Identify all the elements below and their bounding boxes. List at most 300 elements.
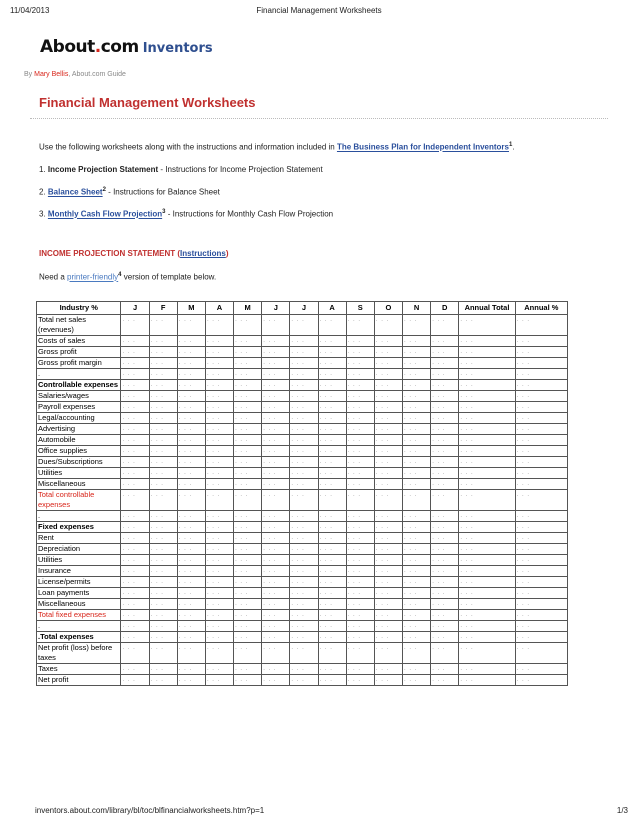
table-cell[interactable]: . . .: [515, 632, 567, 643]
table-cell[interactable]: . . .: [177, 555, 205, 566]
table-cell[interactable]: . . .: [374, 479, 402, 490]
table-cell[interactable]: . . .: [149, 424, 177, 435]
table-cell[interactable]: . . .: [515, 380, 567, 391]
table-cell[interactable]: . . .: [290, 566, 318, 577]
table-cell[interactable]: . . .: [121, 675, 149, 686]
table-cell[interactable]: . . .: [149, 435, 177, 446]
table-cell[interactable]: . . .: [290, 544, 318, 555]
table-cell[interactable]: . . .: [515, 413, 567, 424]
table-cell[interactable]: . . .: [177, 446, 205, 457]
table-cell[interactable]: . . .: [262, 479, 290, 490]
table-cell[interactable]: . . .: [149, 391, 177, 402]
table-cell[interactable]: . . .: [403, 522, 431, 533]
table-cell[interactable]: . . .: [346, 369, 374, 380]
table-cell[interactable]: . . .: [290, 446, 318, 457]
table-cell[interactable]: . . .: [403, 621, 431, 632]
table-cell[interactable]: . . .: [459, 446, 515, 457]
table-cell[interactable]: . . .: [459, 468, 515, 479]
table-cell[interactable]: . . .: [346, 380, 374, 391]
table-cell[interactable]: . . .: [374, 413, 402, 424]
table-cell[interactable]: . . .: [374, 588, 402, 599]
table-cell[interactable]: . . .: [515, 577, 567, 588]
table-cell[interactable]: . . .: [459, 533, 515, 544]
table-cell[interactable]: . . .: [515, 555, 567, 566]
table-cell[interactable]: . . .: [374, 402, 402, 413]
balance-sheet-link[interactable]: Balance Sheet: [47, 187, 103, 197]
table-cell[interactable]: . . .: [431, 479, 459, 490]
table-cell[interactable]: . . .: [515, 347, 567, 358]
table-cell[interactable]: . . .: [121, 544, 149, 555]
table-cell[interactable]: . . .: [149, 511, 177, 522]
table-cell[interactable]: . . .: [149, 413, 177, 424]
table-cell[interactable]: . . .: [515, 643, 567, 664]
table-cell[interactable]: . . .: [515, 358, 567, 369]
table-cell[interactable]: . . .: [459, 632, 515, 643]
table-cell[interactable]: . . .: [403, 446, 431, 457]
table-cell[interactable]: . . .: [374, 643, 402, 664]
table-cell[interactable]: . . .: [431, 588, 459, 599]
table-cell[interactable]: . . .: [374, 675, 402, 686]
table-cell[interactable]: . . .: [205, 511, 233, 522]
table-cell[interactable]: . . .: [290, 490, 318, 511]
table-cell[interactable]: . . .: [177, 315, 205, 336]
table-cell[interactable]: . . .: [459, 544, 515, 555]
table-cell[interactable]: . . .: [290, 621, 318, 632]
table-cell[interactable]: . . .: [149, 457, 177, 468]
table-cell[interactable]: . . .: [177, 435, 205, 446]
table-cell[interactable]: . . .: [205, 358, 233, 369]
table-cell[interactable]: . . .: [149, 664, 177, 675]
table-cell[interactable]: . . .: [205, 577, 233, 588]
table-cell[interactable]: . . .: [262, 457, 290, 468]
table-cell[interactable]: . . .: [431, 315, 459, 336]
table-cell[interactable]: . . .: [318, 468, 346, 479]
table-cell[interactable]: . . .: [431, 599, 459, 610]
table-cell[interactable]: . . .: [459, 577, 515, 588]
table-cell[interactable]: . . .: [431, 533, 459, 544]
table-cell[interactable]: . . .: [515, 566, 567, 577]
table-cell[interactable]: . . .: [262, 391, 290, 402]
table-cell[interactable]: . . .: [177, 457, 205, 468]
table-cell[interactable]: . . .: [403, 555, 431, 566]
table-cell[interactable]: . . .: [515, 402, 567, 413]
table-cell[interactable]: . . .: [149, 643, 177, 664]
table-cell[interactable]: . . .: [431, 544, 459, 555]
table-cell[interactable]: . . .: [262, 664, 290, 675]
table-cell[interactable]: . . .: [262, 402, 290, 413]
table-cell[interactable]: . . .: [346, 610, 374, 621]
table-cell[interactable]: . . .: [403, 402, 431, 413]
table-cell[interactable]: . . .: [318, 446, 346, 457]
table-cell[interactable]: . . .: [234, 380, 262, 391]
table-cell[interactable]: . . .: [374, 380, 402, 391]
table-cell[interactable]: . . .: [374, 566, 402, 577]
table-cell[interactable]: . . .: [290, 358, 318, 369]
table-cell[interactable]: . . .: [318, 664, 346, 675]
table-cell[interactable]: . . .: [374, 369, 402, 380]
table-cell[interactable]: . . .: [121, 446, 149, 457]
table-cell[interactable]: . . .: [318, 599, 346, 610]
table-cell[interactable]: . . .: [403, 347, 431, 358]
table-cell[interactable]: . . .: [149, 566, 177, 577]
table-cell[interactable]: . . .: [121, 511, 149, 522]
table-cell[interactable]: . . .: [290, 391, 318, 402]
table-cell[interactable]: . . .: [515, 479, 567, 490]
table-cell[interactable]: . . .: [318, 457, 346, 468]
table-cell[interactable]: . . .: [205, 391, 233, 402]
table-cell[interactable]: . . .: [403, 664, 431, 675]
table-cell[interactable]: . . .: [262, 369, 290, 380]
table-cell[interactable]: . . .: [346, 424, 374, 435]
table-cell[interactable]: . . .: [234, 369, 262, 380]
table-cell[interactable]: . . .: [431, 380, 459, 391]
table-cell[interactable]: . . .: [149, 577, 177, 588]
table-cell[interactable]: . . .: [346, 457, 374, 468]
table-cell[interactable]: . . .: [121, 621, 149, 632]
table-cell[interactable]: . . .: [318, 347, 346, 358]
table-cell[interactable]: . . .: [234, 402, 262, 413]
table-cell[interactable]: . . .: [262, 511, 290, 522]
table-cell[interactable]: . . .: [290, 347, 318, 358]
table-cell[interactable]: . . .: [290, 522, 318, 533]
table-cell[interactable]: . . .: [459, 522, 515, 533]
table-cell[interactable]: . . .: [318, 435, 346, 446]
table-cell[interactable]: . . .: [121, 588, 149, 599]
table-cell[interactable]: . . .: [431, 675, 459, 686]
table-cell[interactable]: . . .: [234, 610, 262, 621]
table-cell[interactable]: . . .: [121, 402, 149, 413]
table-cell[interactable]: . . .: [459, 566, 515, 577]
table-cell[interactable]: . . .: [318, 632, 346, 643]
table-cell[interactable]: . . .: [262, 533, 290, 544]
table-cell[interactable]: . . .: [403, 413, 431, 424]
table-cell[interactable]: . . .: [515, 675, 567, 686]
table-cell[interactable]: . . .: [374, 522, 402, 533]
table-cell[interactable]: . . .: [374, 336, 402, 347]
table-cell[interactable]: . . .: [205, 468, 233, 479]
table-cell[interactable]: . . .: [262, 621, 290, 632]
table-cell[interactable]: . . .: [262, 435, 290, 446]
table-cell[interactable]: . . .: [149, 599, 177, 610]
table-cell[interactable]: . . .: [318, 479, 346, 490]
table-cell[interactable]: . . .: [149, 522, 177, 533]
table-cell[interactable]: . . .: [515, 435, 567, 446]
table-cell[interactable]: . . .: [177, 544, 205, 555]
table-cell[interactable]: . . .: [374, 435, 402, 446]
table-cell[interactable]: . . .: [177, 632, 205, 643]
table-cell[interactable]: . . .: [374, 544, 402, 555]
table-cell[interactable]: . . .: [403, 358, 431, 369]
table-cell[interactable]: . . .: [121, 479, 149, 490]
table-cell[interactable]: . . .: [290, 336, 318, 347]
table-cell[interactable]: . . .: [346, 632, 374, 643]
table-cell[interactable]: . . .: [262, 336, 290, 347]
table-cell[interactable]: . . .: [121, 369, 149, 380]
table-cell[interactable]: . . .: [374, 511, 402, 522]
table-cell[interactable]: . . .: [403, 468, 431, 479]
table-cell[interactable]: . . .: [234, 664, 262, 675]
table-cell[interactable]: . . .: [121, 347, 149, 358]
table-cell[interactable]: . . .: [318, 544, 346, 555]
table-cell[interactable]: . . .: [459, 315, 515, 336]
table-cell[interactable]: . . .: [346, 643, 374, 664]
table-cell[interactable]: . . .: [318, 358, 346, 369]
table-cell[interactable]: . . .: [431, 402, 459, 413]
table-cell[interactable]: . . .: [234, 347, 262, 358]
table-cell[interactable]: . . .: [177, 380, 205, 391]
table-cell[interactable]: . . .: [290, 402, 318, 413]
table-cell[interactable]: . . .: [431, 391, 459, 402]
table-cell[interactable]: . . .: [149, 632, 177, 643]
table-cell[interactable]: . . .: [177, 402, 205, 413]
table-cell[interactable]: . . .: [346, 533, 374, 544]
table-cell[interactable]: . . .: [403, 391, 431, 402]
table-cell[interactable]: . . .: [403, 610, 431, 621]
table-cell[interactable]: . . .: [515, 544, 567, 555]
table-cell[interactable]: . . .: [234, 391, 262, 402]
table-cell[interactable]: . . .: [403, 380, 431, 391]
table-cell[interactable]: . . .: [515, 391, 567, 402]
table-cell[interactable]: . . .: [374, 424, 402, 435]
table-cell[interactable]: . . .: [515, 621, 567, 632]
table-cell[interactable]: . . .: [177, 347, 205, 358]
table-cell[interactable]: . . .: [205, 533, 233, 544]
table-cell[interactable]: . . .: [205, 446, 233, 457]
table-cell[interactable]: . . .: [459, 380, 515, 391]
table-cell[interactable]: . . .: [177, 643, 205, 664]
table-cell[interactable]: . . .: [177, 479, 205, 490]
table-cell[interactable]: . . .: [149, 358, 177, 369]
table-cell[interactable]: . . .: [346, 402, 374, 413]
table-cell[interactable]: . . .: [121, 533, 149, 544]
table-cell[interactable]: . . .: [262, 413, 290, 424]
table-cell[interactable]: . . .: [459, 424, 515, 435]
table-cell[interactable]: . . .: [205, 588, 233, 599]
table-cell[interactable]: . . .: [234, 632, 262, 643]
table-cell[interactable]: . . .: [149, 555, 177, 566]
table-cell[interactable]: . . .: [459, 358, 515, 369]
table-cell[interactable]: . . .: [262, 490, 290, 511]
table-cell[interactable]: . . .: [403, 577, 431, 588]
table-cell[interactable]: . . .: [149, 479, 177, 490]
table-cell[interactable]: . . .: [403, 315, 431, 336]
table-cell[interactable]: . . .: [234, 435, 262, 446]
table-cell[interactable]: . . .: [177, 675, 205, 686]
table-cell[interactable]: . . .: [121, 643, 149, 664]
table-cell[interactable]: . . .: [234, 555, 262, 566]
table-cell[interactable]: . . .: [318, 380, 346, 391]
table-cell[interactable]: . . .: [431, 555, 459, 566]
table-cell[interactable]: . . .: [374, 599, 402, 610]
table-cell[interactable]: . . .: [121, 468, 149, 479]
table-cell[interactable]: . . .: [205, 490, 233, 511]
table-cell[interactable]: . . .: [234, 490, 262, 511]
table-cell[interactable]: . . .: [346, 479, 374, 490]
table-cell[interactable]: . . .: [403, 511, 431, 522]
table-cell[interactable]: . . .: [290, 610, 318, 621]
table-cell[interactable]: . . .: [318, 424, 346, 435]
table-cell[interactable]: . . .: [290, 577, 318, 588]
table-cell[interactable]: . . .: [459, 369, 515, 380]
table-cell[interactable]: . . .: [121, 413, 149, 424]
table-cell[interactable]: . . .: [149, 621, 177, 632]
table-cell[interactable]: . . .: [515, 336, 567, 347]
table-cell[interactable]: . . .: [262, 588, 290, 599]
table-cell[interactable]: . . .: [346, 588, 374, 599]
table-cell[interactable]: . . .: [262, 577, 290, 588]
table-cell[interactable]: . . .: [431, 413, 459, 424]
table-cell[interactable]: . . .: [205, 413, 233, 424]
table-cell[interactable]: . . .: [403, 588, 431, 599]
table-cell[interactable]: . . .: [515, 468, 567, 479]
table-cell[interactable]: . . .: [318, 588, 346, 599]
table-cell[interactable]: . . .: [234, 599, 262, 610]
table-cell[interactable]: . . .: [459, 610, 515, 621]
table-cell[interactable]: . . .: [262, 643, 290, 664]
table-cell[interactable]: . . .: [262, 610, 290, 621]
table-cell[interactable]: . . .: [149, 588, 177, 599]
table-cell[interactable]: . . .: [290, 511, 318, 522]
table-cell[interactable]: . . .: [234, 577, 262, 588]
table-cell[interactable]: . . .: [121, 424, 149, 435]
table-cell[interactable]: . . .: [374, 391, 402, 402]
table-cell[interactable]: . . .: [374, 457, 402, 468]
table-cell[interactable]: . . .: [318, 315, 346, 336]
table-cell[interactable]: . . .: [234, 358, 262, 369]
table-cell[interactable]: . . .: [234, 544, 262, 555]
table-cell[interactable]: . . .: [374, 315, 402, 336]
table-cell[interactable]: . . .: [149, 336, 177, 347]
table-cell[interactable]: . . .: [318, 391, 346, 402]
table-cell[interactable]: . . .: [318, 511, 346, 522]
table-cell[interactable]: . . .: [374, 577, 402, 588]
table-cell[interactable]: . . .: [403, 544, 431, 555]
business-plan-link[interactable]: The Business Plan for Independent Inventors: [336, 142, 509, 152]
table-cell[interactable]: . . .: [515, 511, 567, 522]
table-cell[interactable]: . . .: [403, 533, 431, 544]
table-cell[interactable]: . . .: [234, 522, 262, 533]
table-cell[interactable]: . . .: [149, 402, 177, 413]
table-cell[interactable]: . . .: [205, 643, 233, 664]
table-cell[interactable]: . . .: [234, 675, 262, 686]
table-cell[interactable]: . . .: [374, 446, 402, 457]
table-cell[interactable]: . . .: [431, 468, 459, 479]
table-cell[interactable]: . . .: [318, 566, 346, 577]
table-cell[interactable]: . . .: [290, 424, 318, 435]
table-cell[interactable]: . . .: [290, 632, 318, 643]
cash-flow-link[interactable]: Monthly Cash Flow Projection: [47, 209, 163, 219]
table-cell[interactable]: . . .: [262, 566, 290, 577]
instructions-link[interactable]: Instructions: [180, 249, 226, 258]
table-cell[interactable]: . . .: [459, 391, 515, 402]
table-cell[interactable]: . . .: [374, 621, 402, 632]
table-cell[interactable]: . . .: [346, 413, 374, 424]
table-cell[interactable]: . . .: [177, 588, 205, 599]
table-cell[interactable]: . . .: [318, 533, 346, 544]
table-cell[interactable]: . . .: [121, 435, 149, 446]
table-cell[interactable]: . . .: [234, 336, 262, 347]
table-cell[interactable]: . . .: [346, 446, 374, 457]
table-cell[interactable]: . . .: [515, 599, 567, 610]
table-cell[interactable]: . . .: [374, 490, 402, 511]
table-cell[interactable]: . . .: [234, 588, 262, 599]
table-cell[interactable]: . . .: [205, 610, 233, 621]
table-cell[interactable]: . . .: [234, 511, 262, 522]
table-cell[interactable]: . . .: [459, 413, 515, 424]
table-cell[interactable]: . . .: [346, 522, 374, 533]
table-cell[interactable]: . . .: [290, 643, 318, 664]
table-cell[interactable]: . . .: [346, 315, 374, 336]
table-cell[interactable]: . . .: [262, 555, 290, 566]
table-cell[interactable]: . . .: [205, 402, 233, 413]
table-cell[interactable]: . . .: [262, 347, 290, 358]
table-cell[interactable]: . . .: [459, 664, 515, 675]
table-cell[interactable]: . . .: [431, 358, 459, 369]
table-cell[interactable]: . . .: [149, 380, 177, 391]
table-cell[interactable]: . . .: [515, 457, 567, 468]
table-cell[interactable]: . . .: [346, 621, 374, 632]
table-cell[interactable]: . . .: [262, 522, 290, 533]
table-cell[interactable]: . . .: [121, 457, 149, 468]
table-cell[interactable]: . . .: [346, 490, 374, 511]
table-cell[interactable]: . . .: [403, 435, 431, 446]
table-cell[interactable]: . . .: [234, 468, 262, 479]
table-cell[interactable]: . . .: [403, 599, 431, 610]
table-cell[interactable]: . . .: [403, 336, 431, 347]
table-cell[interactable]: . . .: [459, 511, 515, 522]
table-cell[interactable]: . . .: [431, 369, 459, 380]
table-cell[interactable]: . . .: [318, 577, 346, 588]
table-cell[interactable]: . . .: [459, 347, 515, 358]
table-cell[interactable]: . . .: [177, 577, 205, 588]
table-cell[interactable]: . . .: [403, 566, 431, 577]
table-cell[interactable]: . . .: [121, 391, 149, 402]
table-cell[interactable]: . . .: [431, 577, 459, 588]
table-cell[interactable]: . . .: [290, 369, 318, 380]
table-cell[interactable]: . . .: [346, 675, 374, 686]
table-cell[interactable]: . . .: [121, 566, 149, 577]
table-cell[interactable]: . . .: [346, 577, 374, 588]
table-cell[interactable]: . . .: [403, 369, 431, 380]
table-cell[interactable]: . . .: [177, 533, 205, 544]
table-cell[interactable]: . . .: [121, 490, 149, 511]
table-cell[interactable]: . . .: [177, 664, 205, 675]
table-cell[interactable]: . . .: [290, 468, 318, 479]
table-cell[interactable]: . . .: [431, 664, 459, 675]
table-cell[interactable]: . . .: [177, 336, 205, 347]
table-cell[interactable]: . . .: [515, 315, 567, 336]
table-cell[interactable]: . . .: [290, 413, 318, 424]
table-cell[interactable]: . . .: [234, 533, 262, 544]
table-cell[interactable]: . . .: [149, 347, 177, 358]
table-cell[interactable]: . . .: [459, 555, 515, 566]
table-cell[interactable]: . . .: [121, 315, 149, 336]
table-cell[interactable]: . . .: [177, 522, 205, 533]
table-cell[interactable]: . . .: [318, 369, 346, 380]
table-cell[interactable]: . . .: [121, 380, 149, 391]
table-cell[interactable]: . . .: [149, 446, 177, 457]
table-cell[interactable]: . . .: [403, 675, 431, 686]
table-cell[interactable]: . . .: [262, 358, 290, 369]
table-cell[interactable]: . . .: [121, 632, 149, 643]
printer-friendly-link[interactable]: printer-friendly: [67, 272, 119, 282]
table-cell[interactable]: . . .: [290, 675, 318, 686]
table-cell[interactable]: . . .: [459, 588, 515, 599]
table-cell[interactable]: . . .: [318, 621, 346, 632]
table-cell[interactable]: . . .: [149, 675, 177, 686]
table-cell[interactable]: . . .: [290, 555, 318, 566]
table-cell[interactable]: . . .: [205, 675, 233, 686]
